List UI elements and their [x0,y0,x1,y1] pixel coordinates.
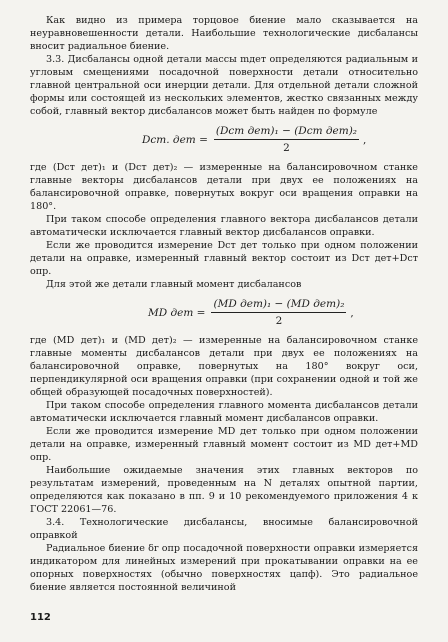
formula-1-lhs: Dст. дет = [142,133,208,146]
paragraph-single-position-moment: Если же проводится измерение MD дет только при одном положении детали на оправке, измеренный главный момент состоит из MD дет+MD опр. [30,426,418,463]
paragraph-moment-intro: Для этой же детали главный момент дисбалансов [46,279,302,290]
formula-1-fraction [214,124,359,155]
page-number: 112 [30,612,51,623]
formula-1-denominator: 2 [283,142,290,154]
paragraph-expected-values: Наибольшие ожидаемые значения этих главных векторов по результатам измерений, проведенным на N деталях опытной партии, определяются как показано в пп. 9 и 10 рекомендуемого приложения 4 к ГОСТ 22061—76. [30,465,418,515]
paragraph-method-moment: При таком способе определения главного момента дисбалансов детали автоматически исключается главный момент дисбалансов оправки. [30,400,418,424]
formula-2-lhs: MD дет = [148,306,206,319]
formula-1-numerator: (Dст дет)₁ − (Dст дет)₂ [214,124,359,140]
formula-2-denominator: 2 [275,315,283,327]
paragraph-3-3: 3.3. Дисбалансы одной детали массы mдет определяются радиальным и угловым смещениями посадочной поверхности детали относительно главной центральной оси инерции детали. Для отдельной детали сложной формы или состоящей из нескольких элементов, жестко связанных между собой, главный вектор дисбалансов может быть найден по формуле [30,54,418,117]
paragraph-1: Как видно из примера торцовое биение мало сказывается на неуравновешенности детали. Наибольшие технологические дисбалансы вносит радиальное биение. [30,15,418,52]
formula-main-vector [30,124,418,155]
paragraph-where-moments: где (MD дет)₁ и (MD дет)₂ — измеренные на балансировочном станке главные моменты дисбалансов детали при двух ее положениях на балансировочной оправке, повернутых на 180° вокруг оси, перпендикулярной оси вращения оправки (при сохранении одной и той же общей образующей посадочных поверхностей). [30,335,418,398]
formula-2-numerator: (MD дет)₁ − (MD дет)₂ [211,297,346,313]
formula-1-comma: , [363,133,367,146]
formula-main-moment [30,297,418,328]
section-heading-3-4: 3.4. Технологические дисбалансы, вносимые балансировочной оправкой [30,517,418,541]
paragraph-method-vector: При таком способе определения главного вектора дисбалансов детали автоматически исключается главный вектор дисбалансов оправки. [30,214,418,238]
paragraph-radial-runout: Радиальное биение δr опр посадочной поверхности оправки измеряется индикатором для линейных измерений при прокатывании оправки на ее опорных поверхностях (обычно поверхностях цапф). Это радиальное биение является постоянной величиной [30,543,418,593]
paragraph-single-position-vector: Если же проводится измерение Dст дет только при одном положении детали на оправке, измеренный главный вектор состоит из Dст дет+Dст опр. [30,240,418,277]
paragraph-where-vectors: где (Dст дет)₁ и (Dст дет)₂ — измеренные на балансировочном станке главные векторы дисбалансов детали при двух ее положениях на балансировочной оправке, повернутых вокруг оси вращения оправки на 180°. [30,162,418,212]
formula-2-comma: , [350,306,354,319]
formula-2-fraction [211,297,346,328]
